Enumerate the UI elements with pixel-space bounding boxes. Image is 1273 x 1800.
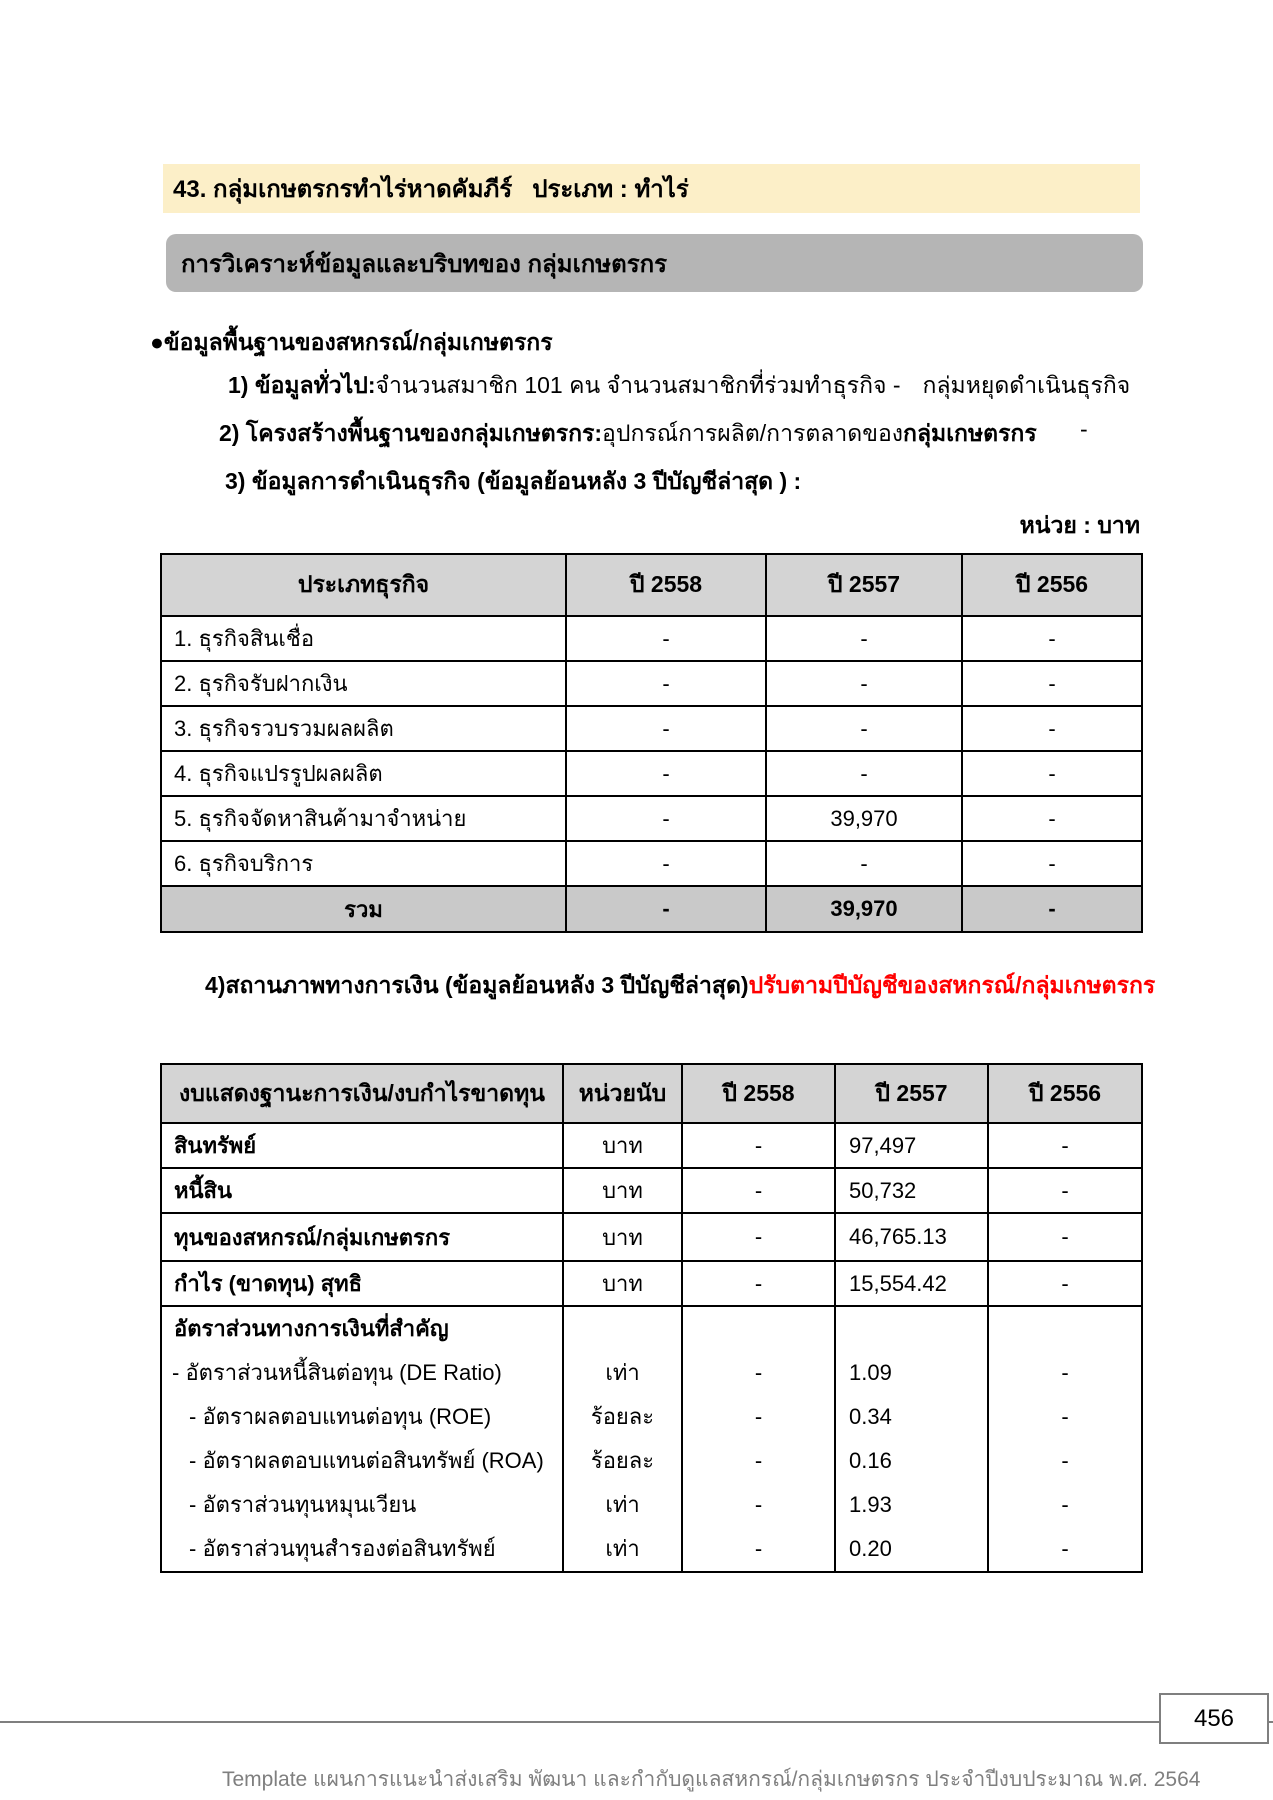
table-row: [161, 1213, 1142, 1261]
item1-note: กลุ่มหยุดดำเนินธุรกิจ: [922, 372, 1131, 398]
value-2556: -: [1061, 1536, 1069, 1561]
basic-info-heading-text: ข้อมูลพื้นฐานของสหกรณ์/กลุ่มเกษตรกร: [163, 329, 553, 355]
financial-status-heading: [205, 968, 1155, 1004]
value-2557: 97,497: [835, 1123, 988, 1168]
finance-label: สินทรัพย์: [161, 1123, 563, 1168]
value-2556: -: [962, 841, 1142, 886]
value-2557: 1.09: [849, 1360, 892, 1385]
finance-unit: บาท: [563, 1261, 682, 1306]
item1-text: จำนวนสมาชิก 101 คน จำนวนสมาชิกที่ร่วมทำธุรกิจ -: [375, 372, 901, 398]
ratio-2556-cell: [988, 1306, 1142, 1572]
value-2558: -: [682, 1213, 835, 1261]
item2-text: อุปกรณ์การผลิต/การตลาดของ: [602, 420, 904, 446]
table-row: [161, 706, 1142, 751]
footer-divider: [0, 1721, 1273, 1723]
ratio-label: - อัตราส่วนทุนสำรองต่อสินทรัพย์: [189, 1536, 496, 1561]
value-2556: -: [962, 706, 1142, 751]
ratio-2558-cell: [682, 1306, 835, 1572]
col-year-2557: ปี 2557: [835, 1064, 988, 1123]
financial-status-text: 4)สถานภาพทางการเงิน (ข้อมูลย้อนหลัง 3 ปีบัญชีล่าสุด): [205, 972, 749, 998]
total-2557: 39,970: [766, 886, 962, 932]
finance-unit: บาท: [563, 1213, 682, 1261]
ratio-label: - อัตราส่วนทุนหมุนเวียน: [189, 1492, 417, 1517]
value-2557: -: [766, 661, 962, 706]
value-2557: -: [766, 841, 962, 886]
value-2558: -: [682, 1261, 835, 1306]
total-2558: -: [566, 886, 766, 932]
finance-label: หนี้สิน: [161, 1168, 563, 1213]
ratio-section-heading: อัตราส่วนทางการเงินที่สำคัญ: [174, 1316, 449, 1341]
value-2558: -: [566, 751, 766, 796]
total-row: [161, 886, 1142, 932]
page-number: 456: [1193, 1704, 1235, 1732]
business-label: 6. ธุรกิจบริการ: [161, 841, 566, 886]
item2-emph: กลุ่มเกษตรกร: [903, 420, 1037, 446]
value-2558: -: [566, 796, 766, 841]
value-2557: -: [766, 751, 962, 796]
value-2556: -: [1061, 1404, 1069, 1429]
table-row: [161, 841, 1142, 886]
business-table: [160, 553, 1143, 933]
business-label: 2. ธุรกิจรับฝากเงิน: [161, 661, 566, 706]
value-2556: -: [988, 1213, 1142, 1261]
item-business-data: 3) ข้อมูลการดำเนินธุรกิจ (ข้อมูลย้อนหลัง 3 ปีบัญชีล่าสุด ) :: [225, 468, 802, 494]
total-2556: -: [962, 886, 1142, 932]
col-year-2558: ปี 2558: [682, 1064, 835, 1123]
business-table-header-row: [161, 554, 1142, 616]
table-row: [161, 661, 1142, 706]
finance-unit: บาท: [563, 1168, 682, 1213]
value-2558: -: [682, 1123, 835, 1168]
col-unit: หน่วยนับ: [563, 1064, 682, 1123]
item2-dash: -: [1080, 416, 1088, 442]
business-label: 3. ธุรกิจรวบรวมผลผลิต: [161, 706, 566, 751]
table-row: [161, 1123, 1142, 1168]
value-2558: -: [566, 616, 766, 661]
ratio-units-cell: [563, 1306, 682, 1572]
value-2558: -: [566, 661, 766, 706]
finance-table: [160, 1063, 1143, 1573]
table-row: [161, 1261, 1142, 1306]
business-label: 4. ธุรกิจแปรรูปผลผลิต: [161, 751, 566, 796]
value-2558: -: [754, 1360, 763, 1385]
footer-text: Template แผนการแนะนำส่งเสริม พัฒนา และกำกับดูแลสหกรณ์/กลุ่มเกษตรกร ประจำปีงบประมาณ พ.ศ. 2564: [222, 1768, 1201, 1791]
value-2557: 0.16: [849, 1448, 892, 1473]
value-2557: 50,732: [835, 1168, 988, 1213]
finance-label: กำไร (ขาดทุน) สุทธิ: [161, 1261, 563, 1306]
value-2556: -: [988, 1168, 1142, 1213]
value-2558: -: [566, 841, 766, 886]
value-2557: 0.34: [849, 1404, 892, 1429]
section-header-band: [166, 234, 1143, 292]
page-title-band: [163, 164, 1140, 213]
value-2557: 0.20: [849, 1536, 892, 1561]
value-2556: -: [1061, 1448, 1069, 1473]
item1-label: 1) ข้อมูลทั่วไป:: [228, 372, 376, 398]
item-general-info: [228, 368, 1130, 404]
item-infrastructure: [219, 416, 1037, 452]
ratio-unit: ร้อยละ: [590, 1404, 655, 1429]
value-2556: -: [962, 796, 1142, 841]
value-2556: -: [1061, 1360, 1069, 1385]
value-2556: -: [962, 616, 1142, 661]
value-2558: -: [754, 1492, 763, 1517]
value-2558: -: [682, 1168, 835, 1213]
ratio-label: - อัตราผลตอบแทนต่อทุน (ROE): [189, 1404, 492, 1429]
value-2558: -: [754, 1404, 763, 1429]
table-row: [161, 1168, 1142, 1213]
table-row: [161, 616, 1142, 661]
value-2556: -: [962, 751, 1142, 796]
page-title: 43. กลุ่มเกษตรกรทำไร่หาดคัมภีร์ ประเภท : ทำไร่: [173, 176, 689, 203]
ratio-unit: ร้อยละ: [590, 1448, 655, 1473]
basic-info-heading: [150, 325, 553, 361]
finance-unit: บาท: [563, 1123, 682, 1168]
value-2557: 46,765.13: [835, 1213, 988, 1261]
value-2557: 15,554.42: [835, 1261, 988, 1306]
value-2556: -: [988, 1123, 1142, 1168]
value-2557: -: [766, 706, 962, 751]
finance-table-header-row: [161, 1064, 1142, 1123]
col-year-2557: ปี 2557: [766, 554, 962, 616]
value-2558: -: [566, 706, 766, 751]
business-label: 1. ธุรกิจสินเชื่อ: [161, 616, 566, 661]
value-2557: 1.93: [849, 1492, 892, 1517]
table-row: [161, 796, 1142, 841]
finance-label: ทุนของสหกรณ์/กลุ่มเกษตรกร: [161, 1213, 563, 1261]
value-2556: -: [1061, 1492, 1069, 1517]
value-2558: -: [754, 1448, 763, 1473]
ratio-2557-cell: [835, 1306, 988, 1572]
ratio-label: - อัตราส่วนหนี้สินต่อทุน (DE Ratio): [172, 1360, 502, 1385]
page-number-box: [1159, 1693, 1269, 1744]
ratio-unit: เท่า: [605, 1492, 640, 1517]
item2-label: 2) โครงสร้างพื้นฐานของกลุ่มเกษตรกร:: [219, 420, 603, 446]
value-2557: 39,970: [766, 796, 962, 841]
ratio-labels-cell: [161, 1306, 563, 1572]
value-2556: -: [988, 1261, 1142, 1306]
value-2556: -: [962, 661, 1142, 706]
section-header: การวิเคราะห์ข้อมูลและบริบทของ กลุ่มเกษตรกร: [181, 250, 668, 278]
col-year-2556: ปี 2556: [988, 1064, 1142, 1123]
bullet-icon: ●: [150, 329, 164, 355]
ratio-unit: เท่า: [605, 1360, 640, 1385]
ratio-section-row: [161, 1306, 1142, 1572]
col-year-2558: ปี 2558: [566, 554, 766, 616]
unit-label: หน่วย : บาท: [1019, 512, 1140, 538]
financial-status-note-red: ปรับตามปีบัญชีของสหกรณ์/กลุ่มเกษตรกร: [748, 972, 1156, 998]
ratio-label: - อัตราผลตอบแทนต่อสินทรัพย์ (ROA): [189, 1448, 544, 1473]
col-statement: งบแสดงฐานะการเงิน/งบกำไรขาดทุน: [161, 1064, 563, 1123]
value-2557: -: [766, 616, 962, 661]
col-business-type: ประเภทธุรกิจ: [161, 554, 566, 616]
business-label: 5. ธุรกิจจัดหาสินค้ามาจำหน่าย: [161, 796, 566, 841]
total-label: รวม: [161, 886, 566, 932]
value-2558: -: [754, 1536, 763, 1561]
ratio-unit: เท่า: [605, 1536, 640, 1561]
col-year-2556: ปี 2556: [962, 554, 1142, 616]
table-row: [161, 751, 1142, 796]
